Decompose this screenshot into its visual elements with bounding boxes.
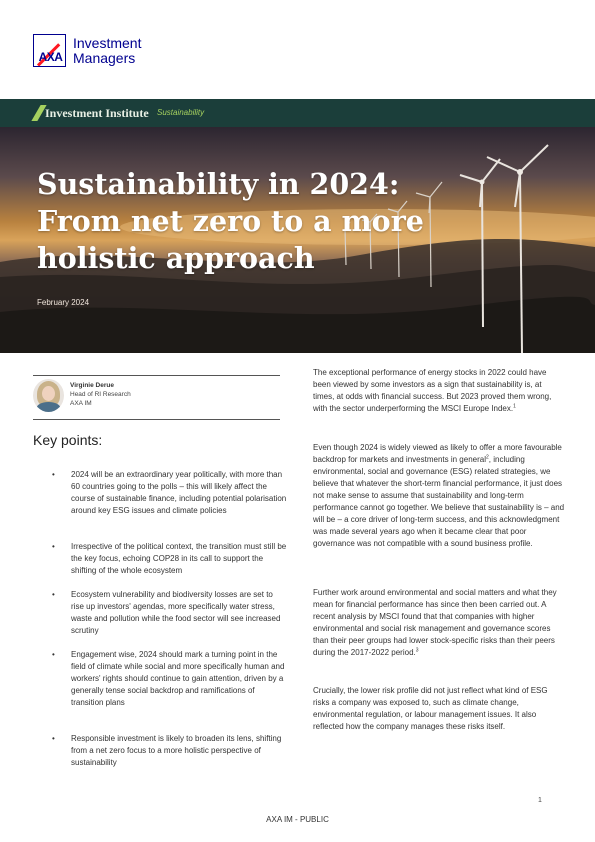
key-point-text: Engagement wise, 2024 should mark a turning point in the field of climate while social and more specifically human and workers' rights should continue to gain attention, driven by a generally tense social backdrop and ramifications of transition plans bbox=[71, 650, 285, 708]
key-point-item bbox=[52, 649, 287, 728]
bullet-icon: • bbox=[52, 734, 55, 743]
brand-name bbox=[73, 36, 141, 66]
hero-banner bbox=[0, 127, 595, 353]
avatar-body bbox=[36, 402, 61, 412]
axa-im-logo bbox=[33, 34, 163, 70]
key-point-text: Responsible investment is likely to broaden its lens, shifting from a net zero focus to a more holistic perspective of sustainability bbox=[71, 734, 282, 768]
body-paragraph-2 bbox=[313, 442, 565, 576]
document-title: Sustainability in 2024: From net zero to a more holistic approach bbox=[37, 167, 424, 275]
author-org: AXA IM bbox=[70, 400, 92, 407]
axa-logo-letters: AXA bbox=[38, 50, 63, 64]
author-name: Virginie Derue bbox=[70, 382, 114, 389]
axa-logo-mark bbox=[33, 34, 66, 67]
key-points-list bbox=[52, 469, 287, 775]
key-point-text: Irrespective of the political context, the transition must still be the key focus, echoing COP28 in its call to support the shifting of the whole ecosystem bbox=[71, 542, 287, 576]
body-paragraph-4 bbox=[313, 685, 565, 745]
key-point-text: Ecosystem vulnerability and biodiversity losses are set to rise up investors' agendas, more specifically water stress, waste and pollution while the food sector will see increased scrutiny bbox=[71, 590, 281, 636]
author-divider-top bbox=[33, 375, 280, 376]
body-paragraph-1 bbox=[313, 367, 565, 431]
key-points-heading: Key points: bbox=[33, 432, 103, 448]
body-paragraph-3 bbox=[313, 587, 565, 674]
paragraph-text: The exceptional performance of energy stocks in 2022 could have been viewed by some investors as a sign that sustainability is, at times, at odds with financial success. But 2023 proved them wrong, with the sector underperforming the MSCI Europe Index. bbox=[313, 368, 552, 414]
key-point-text: 2024 will be an extraordinary year politically, with more than 60 countries going to the polls – this will likely affect the course of sustainable finance, including potential polarisation around key ESG issues and climate policies bbox=[71, 470, 287, 516]
key-point-item bbox=[52, 589, 287, 644]
author-role: Head of RI Research bbox=[70, 391, 131, 398]
paragraph-text: Further work around environmental and social matters and what they mean for financial performance has since then been carried out. A recent analysis by MSCI found that that companies with higher environmental and social risk management and governance scores than their peer groups had lower stock-specific risks than their peers during the 2017-2022 period. bbox=[313, 588, 557, 658]
paragraph-text: Even though 2024 is widely viewed as likely to offer a more favourable backdrop for markets and investments in general bbox=[313, 443, 562, 465]
bullet-icon: • bbox=[52, 470, 55, 479]
institute-subtitle: Sustainability bbox=[157, 108, 205, 117]
paragraph-text: Crucially, the lower risk profile did not just reflect what kind of ESG risks a company was exposed to, such as climate change, environmental regulation, or labour management issues. It also reflected how the company manages these risks itself. bbox=[313, 686, 548, 732]
body-column bbox=[313, 367, 565, 756]
classification-footer: AXA IM - PUBLIC bbox=[266, 815, 329, 824]
key-point-item bbox=[52, 469, 287, 536]
page-number: 1 bbox=[538, 797, 542, 804]
footnote-ref[interactable]: 3 bbox=[415, 647, 419, 654]
institute-band bbox=[0, 99, 595, 127]
footnote-ref[interactable]: 2 bbox=[485, 454, 489, 461]
footnote-ref[interactable]: 1 bbox=[513, 403, 516, 410]
institute-title: Investment Institute bbox=[45, 106, 149, 120]
bullet-icon: • bbox=[52, 650, 55, 659]
publication-date: February 2024 bbox=[37, 298, 90, 307]
avatar-face bbox=[42, 386, 55, 401]
paragraph-text: , including environmental, social and governance (ESG) related strategies, we believe that whatever the short-term financial performance, it just does not make sense to assume that sustainability and long-term performance cannot go together. We believe that sustainability is – and will be – a core driver of long-term success, and this acknowledgment was made several years ago when it became clear that poor governance was not compatible with a sound business profile. bbox=[313, 455, 565, 549]
key-point-item bbox=[52, 541, 287, 584]
brand-name-line2: Managers bbox=[73, 50, 136, 66]
bullet-icon: • bbox=[52, 590, 55, 599]
author-divider-bottom bbox=[33, 419, 280, 420]
author-avatar bbox=[33, 379, 64, 412]
brand-name-line1: Investment bbox=[73, 35, 142, 51]
key-point-item bbox=[52, 733, 287, 770]
bullet-icon: • bbox=[52, 542, 55, 551]
